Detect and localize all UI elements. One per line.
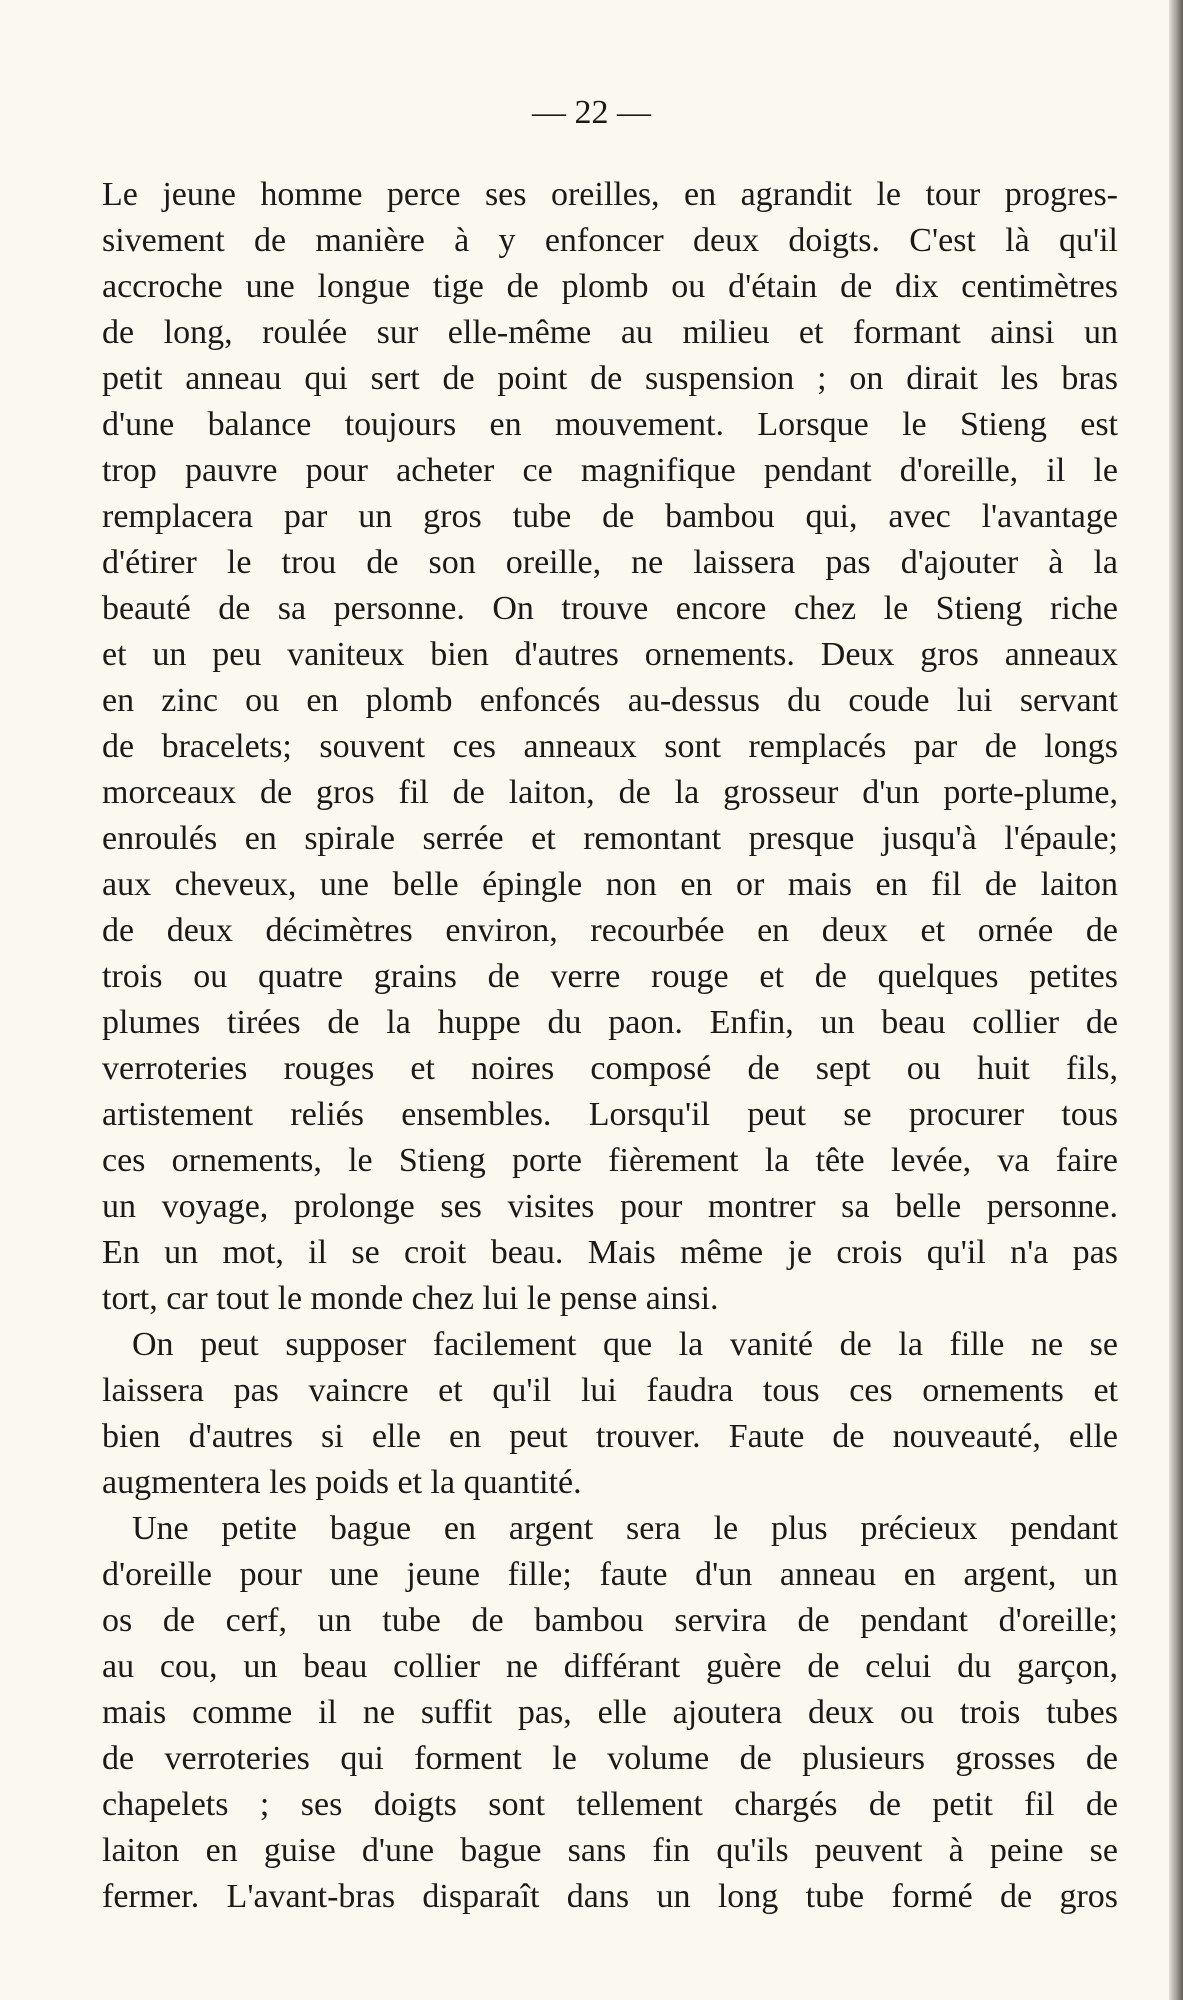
text-line: augmentera les poids et la quantité. — [102, 1464, 582, 1501]
text-line: d'étirer le trou de son oreille, ne laissera pas d'ajouter à la — [102, 544, 1118, 581]
text-line: laiton en guise d'une bague sans fin qu'ils peuvent à peine se — [102, 1832, 1118, 1869]
text-line: aux cheveux, une belle épingle non en or mais en fil de laiton — [102, 866, 1118, 903]
text-line: trop pauvre pour acheter ce magnifique pendant d'oreille, il le — [102, 452, 1118, 489]
text-line: enroulés en spirale serrée et remontant presque jusqu'à l'épaule; — [102, 820, 1118, 857]
text-line: En un mot, il se croit beau. Mais même je crois qu'il n'a pas — [102, 1234, 1118, 1271]
text-line: os de cerf, un tube de bambou servira de pendant d'oreille; — [102, 1602, 1118, 1639]
text-line: d'oreille pour une jeune fille; faute d'un anneau en argent, un — [102, 1556, 1118, 1593]
text-line: Le jeune homme perce ses oreilles, en agrandit le tour progres- — [102, 176, 1118, 213]
text-line: ces ornements, le Stieng porte fièrement la tête levée, va faire — [102, 1142, 1118, 1179]
text-line: plumes tirées de la huppe du paon. Enfin, un beau collier de — [102, 1004, 1118, 1041]
text-line: artistement reliés ensembles. Lorsqu'il peut se procurer tous — [102, 1096, 1118, 1133]
text-line: accroche une longue tige de plomb ou d'étain de dix centimètres — [102, 268, 1118, 305]
text-line: au cou, un beau collier ne différant guère de celui du garçon, — [102, 1648, 1118, 1685]
text-line: remplacera par un gros tube de bambou qui, avec l'avantage — [102, 498, 1118, 535]
page-edge — [1169, 0, 1183, 2000]
text-line: de verroteries qui forment le volume de plusieurs grosses de — [102, 1740, 1118, 1777]
text-line: et un peu vaniteux bien d'autres ornements. Deux gros anneaux — [102, 636, 1118, 673]
text-line: verroteries rouges et noires composé de sept ou huit fils, — [102, 1050, 1118, 1087]
text-line: petit anneau qui sert de point de suspension ; on dirait les bras — [102, 360, 1118, 397]
text-line: fermer. L'avant-bras disparaît dans un long tube formé de gros — [102, 1878, 1118, 1915]
text-line: bien d'autres si elle en peut trouver. Faute de nouveauté, elle — [102, 1418, 1118, 1455]
paragraph — [102, 172, 1118, 1322]
text-line: trois ou quatre grains de verre rouge et de quelques petites — [102, 958, 1118, 995]
paragraph — [102, 1506, 1118, 1920]
text-line: un voyage, prolonge ses visites pour montrer sa belle personne. — [102, 1188, 1118, 1225]
page-number: — 22 — — [532, 94, 651, 131]
body-text — [102, 172, 1118, 1920]
text-line: morceaux de gros fil de laiton, de la grosseur d'un porte-plume, — [102, 774, 1118, 811]
text-line: Une petite bague en argent sera le plus précieux pendant — [132, 1510, 1118, 1547]
paragraph — [102, 1322, 1118, 1506]
text-line: de deux décimètres environ, recourbée en deux et ornée de — [102, 912, 1118, 949]
text-line: beauté de sa personne. On trouve encore chez le Stieng riche — [102, 590, 1118, 627]
text-line: de bracelets; souvent ces anneaux sont remplacés par de longs — [102, 728, 1118, 765]
text-line: tort, car tout le monde chez lui le pense ainsi. — [102, 1280, 719, 1317]
text-line: chapelets ; ses doigts sont tellement chargés de petit fil de — [102, 1786, 1118, 1823]
text-line: sivement de manière à y enfoncer deux doigts. C'est là qu'il — [102, 222, 1118, 259]
text-line: mais comme il ne suffit pas, elle ajoutera deux ou trois tubes — [102, 1694, 1118, 1731]
text-line: laissera pas vaincre et qu'il lui faudra tous ces ornements et — [102, 1372, 1118, 1409]
text-line: On peut supposer facilement que la vanité de la fille ne se — [132, 1326, 1118, 1363]
text-line: en zinc ou en plomb enfoncés au-dessus du coude lui servant — [102, 682, 1118, 719]
text-line: d'une balance toujours en mouvement. Lorsque le Stieng est — [102, 406, 1118, 443]
text-line: de long, roulée sur elle-même au milieu et formant ainsi un — [102, 314, 1118, 351]
